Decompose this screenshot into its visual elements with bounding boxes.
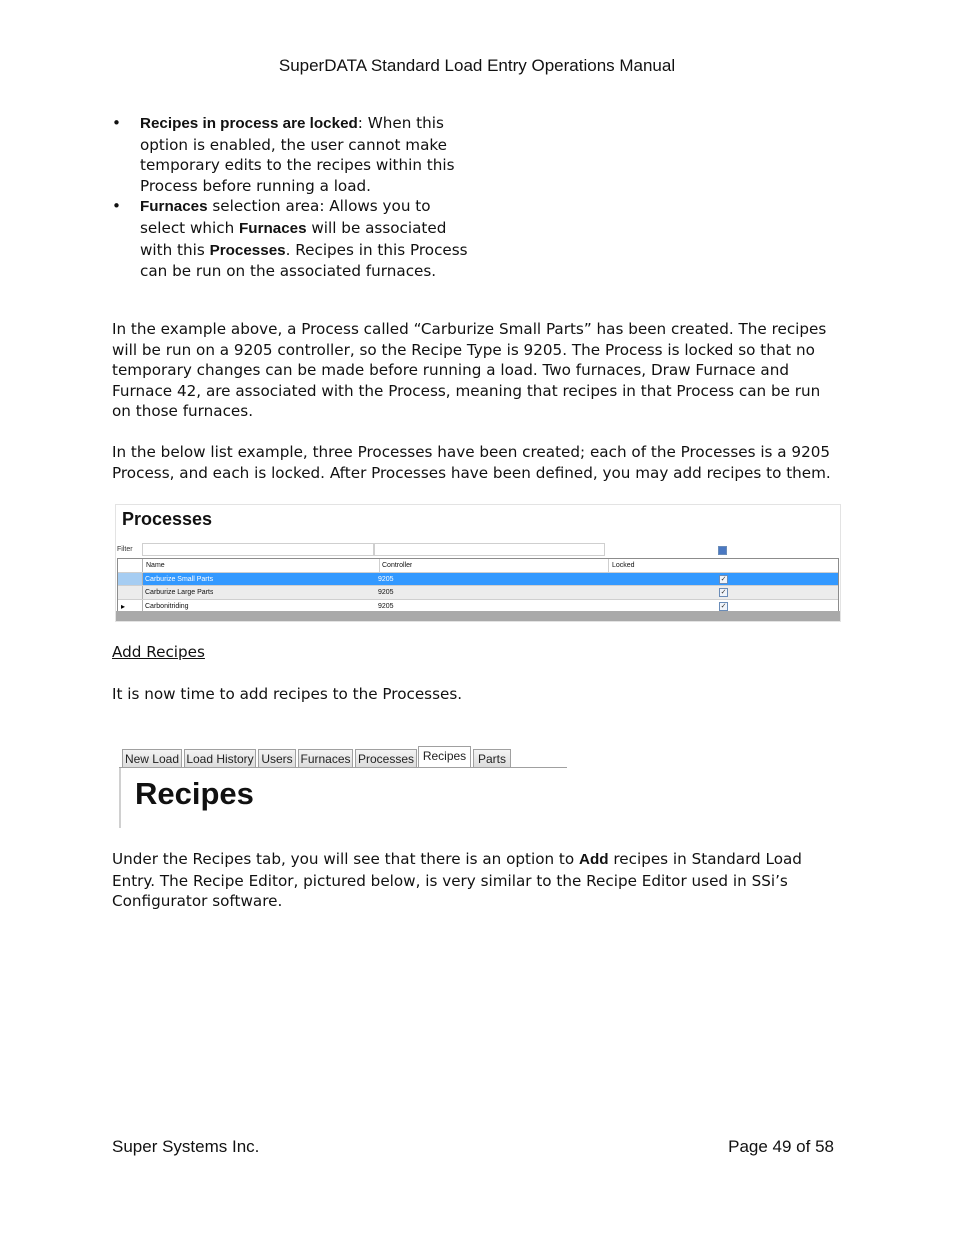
cell-name: Carburize Large Parts (145, 589, 214, 596)
paragraph-recipes-tab (112, 849, 842, 912)
bullet-recipes-locked (112, 113, 472, 196)
bullet-text: selection area: Allows you to select which (140, 197, 431, 237)
cell-controller: 9205 (378, 589, 394, 596)
bullet-furnaces (112, 196, 472, 281)
tab-recipes[interactable]: Recipes (418, 746, 471, 768)
cell-name: Carbonitriding (145, 602, 189, 610)
paragraph-example: In the example above, a Process called “Carburize Small Parts” has been created. The recipes will be run on a 9205 controller, so the Recipe Type is 9205. The Process is locked so that no temporary changes can be made before running a load. Two furnaces, Draw Furnace and Furnace 42, are associated with the Process, meaning that recipes in that Process can be run on those furnaces. (112, 320, 827, 421)
grid-header-row (118, 559, 838, 573)
bullet-text: will be associated with this (140, 218, 447, 259)
filter-controller-input[interactable] (374, 543, 605, 556)
processes-screenshot (115, 504, 841, 622)
cell-name: Carburize Small Parts (145, 575, 214, 583)
row-header (118, 559, 143, 572)
locked-checkbox[interactable]: ✓ (720, 602, 727, 610)
processes-grid (117, 558, 839, 614)
row-header[interactable] (118, 586, 143, 599)
paragraph-text: Under the Recipes tab, you will see that there is an option to (112, 850, 580, 868)
cell-controller: 9205 (378, 602, 394, 610)
tab-furnaces[interactable]: Furnaces (298, 749, 353, 767)
recipes-panel-title: Recipes (135, 776, 254, 811)
tabs-screenshot (119, 746, 567, 830)
processes-title: Processes (122, 509, 213, 529)
tab-parts[interactable]: Parts (473, 749, 511, 767)
term-furnaces: Furnaces (239, 219, 307, 237)
tab-new-load[interactable]: New Load (122, 749, 182, 767)
footer-page-number: Page 49 of 58 (728, 1137, 834, 1156)
bullet-dot: • (112, 114, 121, 132)
col-controller[interactable]: Controller (379, 559, 412, 572)
filter-row (142, 543, 712, 556)
locked-checkbox[interactable]: ✓ (720, 589, 727, 596)
tab-processes[interactable]: Processes (355, 749, 417, 767)
section-heading-add-recipes: Add Recipes (112, 643, 205, 661)
table-row[interactable] (118, 586, 838, 600)
paragraph-text: recipes in Standard Load Entry. The Recipe Editor, pictured below, is very similar to the Recipe Editor used in SSi’s Configurator software. (112, 850, 802, 911)
bullet-dot: • (112, 197, 121, 216)
term-add: Add (579, 851, 609, 868)
col-locked[interactable]: Locked (608, 559, 635, 572)
row-pointer-icon: ▸ (121, 601, 126, 611)
page-header: SuperDATA Standard Load Entry Operations Manual (278, 56, 676, 75)
grid-empty-area (116, 611, 840, 621)
filter-label: Filter (117, 546, 133, 553)
row-header[interactable] (118, 573, 143, 586)
panel-border (119, 768, 121, 828)
locked-checkbox[interactable]: ✓ (720, 575, 727, 583)
footer-company: Super Systems Inc. (112, 1137, 260, 1156)
tab-strip-border (119, 767, 567, 768)
paragraph-add-recipes: It is now time to add recipes to the Processes. (112, 685, 463, 703)
paragraph-list-example: In the below list example, three Processes have been created; each of the Processes is a 9205 Process, and each is locked. After Processes have been defined, you may add recipes to them. (112, 443, 831, 482)
bullet-list (112, 113, 472, 282)
tab-load-history[interactable]: Load History (184, 749, 256, 767)
filter-name-input[interactable] (142, 543, 374, 556)
filter-locked-checkbox[interactable] (718, 546, 727, 555)
term-recipes-locked: Recipes in process are locked (140, 115, 358, 132)
col-name[interactable]: Name (146, 562, 165, 569)
term-processes: Processes (209, 241, 286, 259)
table-row[interactable] (118, 573, 838, 587)
term-furnaces: Furnaces (140, 198, 208, 216)
bullet-text: : When this option is enabled, the user cannot make temporary edits to the recipes within this Process before running a load. (140, 114, 455, 195)
bullet-text: . Recipes in this Process can be run on the associated furnaces. (140, 240, 468, 281)
cell-controller: 9205 (378, 575, 394, 583)
tab-users[interactable]: Users (258, 749, 296, 767)
